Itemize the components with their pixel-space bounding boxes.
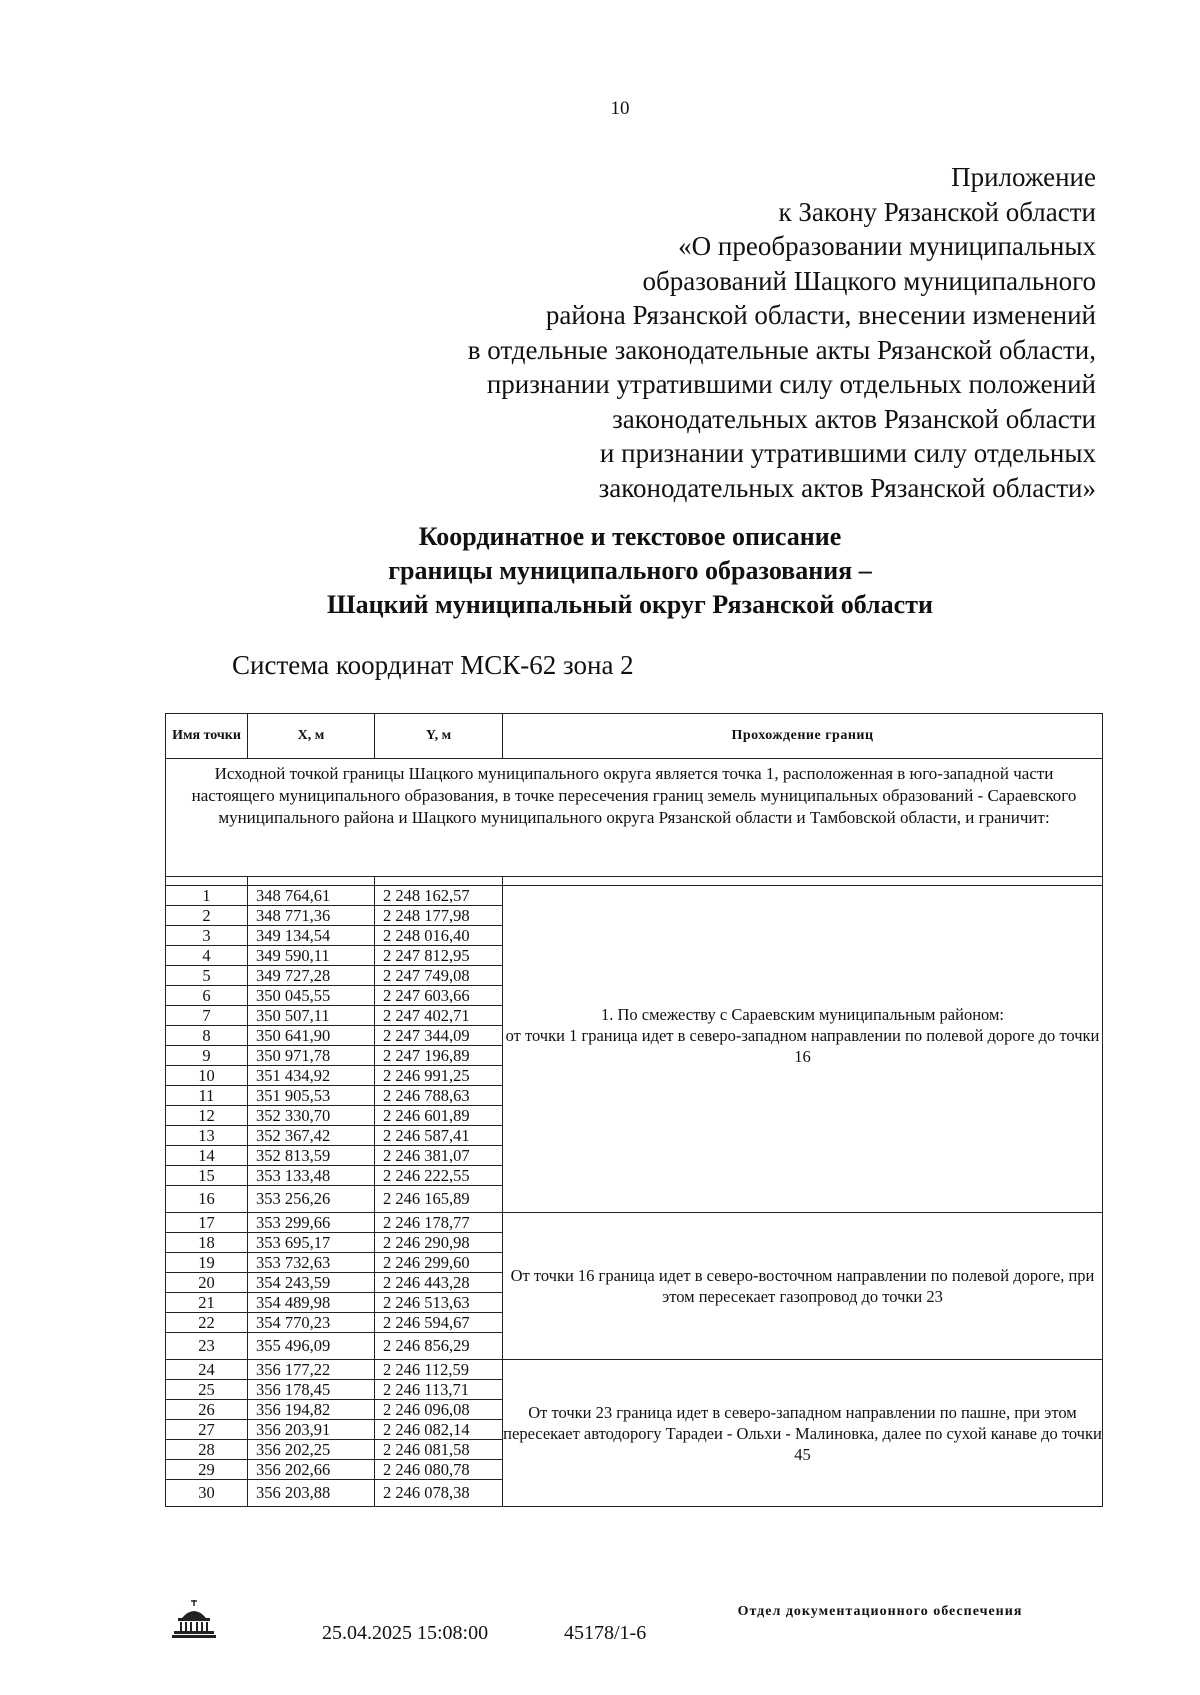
point-x: 356 177,22: [248, 1360, 375, 1380]
point-number: 22: [166, 1313, 248, 1333]
point-y: 2 246 080,78: [375, 1460, 503, 1480]
point-x: 350 045,55: [248, 986, 375, 1006]
point-number: 13: [166, 1126, 248, 1146]
header-point-name: Имя точки: [166, 714, 248, 759]
point-x: 352 813,59: [248, 1146, 375, 1166]
point-number: 1: [166, 886, 248, 906]
point-number: 19: [166, 1253, 248, 1273]
header-x: X, м: [248, 714, 375, 759]
point-y: 2 247 812,95: [375, 946, 503, 966]
point-y: 2 248 177,98: [375, 906, 503, 926]
point-y: 2 246 290,98: [375, 1233, 503, 1253]
point-number: 23: [166, 1333, 248, 1360]
point-number: 25: [166, 1380, 248, 1400]
duma-building-logo-icon: [170, 1598, 218, 1640]
point-x: 350 971,78: [248, 1046, 375, 1066]
table-header-row: [166, 714, 1103, 759]
point-x: 356 203,88: [248, 1480, 375, 1507]
table-intro-row: [166, 759, 1103, 877]
point-x: 350 507,11: [248, 1006, 375, 1026]
point-y: 2 247 344,09: [375, 1026, 503, 1046]
table-row: [166, 1360, 1103, 1380]
coordinates-table: [165, 713, 1103, 1507]
point-x: 356 203,91: [248, 1420, 375, 1440]
header-y: Y, м: [375, 714, 503, 759]
title-line: границы муниципального образования –: [388, 556, 872, 585]
point-x: 352 330,70: [248, 1106, 375, 1126]
point-y: 2 246 587,41: [375, 1126, 503, 1146]
point-y: 2 246 594,67: [375, 1313, 503, 1333]
point-number: 27: [166, 1420, 248, 1440]
point-x: 353 732,63: [248, 1253, 375, 1273]
point-number: 21: [166, 1293, 248, 1313]
boundary-description-text: от точки 1 граница идет в северо-западном направлении по полевой дороге до точки 16: [505, 1026, 1100, 1066]
point-number: 26: [166, 1400, 248, 1420]
point-y: 2 248 016,40: [375, 926, 503, 946]
point-y: 2 246 443,28: [375, 1273, 503, 1293]
point-y: 2 246 178,77: [375, 1213, 503, 1233]
title-line: Шацкий муниципальный округ Рязанской области: [327, 590, 933, 619]
point-number: 28: [166, 1440, 248, 1460]
point-y: 2 246 082,14: [375, 1420, 503, 1440]
point-y: 2 247 603,66: [375, 986, 503, 1006]
point-x: 349 134,54: [248, 926, 375, 946]
point-x: 356 202,66: [248, 1460, 375, 1480]
appendix-line: в отдельные законодательные акты Рязанской области,: [467, 334, 1096, 365]
point-y: 2 246 856,29: [375, 1333, 503, 1360]
point-number: 29: [166, 1460, 248, 1480]
footer-document-code: 45178/1-6: [564, 1622, 647, 1644]
point-number: 6: [166, 986, 248, 1006]
appendix-line: признании утратившими силу отдельных положений: [486, 369, 1096, 399]
point-x: 353 299,66: [248, 1213, 375, 1233]
point-number: 30: [166, 1480, 248, 1507]
appendix-line: «О преобразовании муниципальных: [678, 231, 1096, 261]
point-y: 2 246 788,63: [375, 1086, 503, 1106]
point-y: 2 247 196,89: [375, 1046, 503, 1066]
point-y: 2 246 991,25: [375, 1066, 503, 1086]
point-number: 10: [166, 1066, 248, 1086]
point-y: 2 246 165,89: [375, 1186, 503, 1213]
point-number: 14: [166, 1146, 248, 1166]
point-number: 4: [166, 946, 248, 966]
point-x: 350 641,90: [248, 1026, 375, 1046]
title-line: Координатное и текстовое описание: [418, 522, 842, 551]
point-y: 2 246 601,89: [375, 1106, 503, 1126]
point-y: 2 247 402,71: [375, 1006, 503, 1026]
point-y: 2 246 081,58: [375, 1440, 503, 1460]
point-number: 5: [166, 966, 248, 986]
point-y: 2 246 112,59: [375, 1360, 503, 1380]
appendix-line: Приложение: [951, 162, 1096, 192]
point-x: 354 489,98: [248, 1293, 375, 1313]
appendix-line: к Закону Рязанской области: [778, 196, 1096, 227]
footer-department: Отдел документационного обеспечения: [737, 1604, 1023, 1619]
point-y: 2 246 096,08: [375, 1400, 503, 1420]
point-number: 12: [166, 1106, 248, 1126]
point-x: 356 178,45: [248, 1380, 375, 1400]
coordinate-system-label: Система координат МСК-62 зона 2: [232, 650, 634, 680]
point-number: 8: [166, 1026, 248, 1046]
point-y: 2 247 749,08: [375, 966, 503, 986]
appendix-line: района Рязанской области, внесении изменений: [545, 300, 1096, 330]
footer-datetime: 25.04.2025 15:08:00: [322, 1622, 489, 1644]
appendix-line: законодательных актов Рязанской области»: [598, 472, 1096, 503]
page-number: 10: [610, 98, 630, 119]
point-y: 2 246 222,55: [375, 1166, 503, 1186]
point-y: 2 246 513,63: [375, 1293, 503, 1313]
boundary-description: [503, 1213, 1103, 1360]
point-x: 352 367,42: [248, 1126, 375, 1146]
point-number: 2: [166, 906, 248, 926]
appendix-line: законодательных актов Рязанской области: [612, 403, 1096, 434]
point-number: 3: [166, 926, 248, 946]
boundary-description-text: От точки 23 граница идет в северо-западном направлении по пашне, при этом пересекает автодорогу Тарадеи - Ольхи - Малиновка, далее по сухой канаве до точки 45: [503, 1402, 1102, 1464]
appendix-header: [336, 160, 1096, 505]
boundary-description: [503, 1360, 1103, 1507]
point-x: 349 727,28: [248, 966, 375, 986]
point-x: 354 770,23: [248, 1313, 375, 1333]
document-title: [170, 520, 1090, 622]
point-number: 16: [166, 1186, 248, 1213]
table-row: [166, 886, 1103, 906]
point-x: 353 256,26: [248, 1186, 375, 1213]
point-number: 9: [166, 1046, 248, 1066]
point-y: 2 246 381,07: [375, 1146, 503, 1166]
appendix-line: и признании утратившими силу отдельных: [599, 438, 1096, 468]
point-number: 15: [166, 1166, 248, 1186]
point-x: 356 194,82: [248, 1400, 375, 1420]
point-x: 353 133,48: [248, 1166, 375, 1186]
point-x: 356 202,25: [248, 1440, 375, 1460]
point-x: 351 905,53: [248, 1086, 375, 1106]
boundary-description: [503, 886, 1103, 1213]
point-y: 2 248 162,57: [375, 886, 503, 906]
point-y: 2 246 113,71: [375, 1380, 503, 1400]
point-y: 2 246 299,60: [375, 1253, 503, 1273]
point-y: 2 246 078,38: [375, 1480, 503, 1507]
header-description: Прохождение границ: [503, 714, 1103, 759]
point-x: 353 695,17: [248, 1233, 375, 1253]
spacer-row: [166, 877, 1103, 886]
point-number: 18: [166, 1233, 248, 1253]
boundary-description-text: От точки 16 граница идет в северо-восточном направлении по полевой дороге, при этом пересекает газопровод до точки 23: [510, 1266, 1095, 1306]
appendix-line: образований Шацкого муниципального: [642, 265, 1096, 296]
point-x: 355 496,09: [248, 1333, 375, 1360]
point-number: 17: [166, 1213, 248, 1233]
intro-text: Исходной точкой границы Шацкого муниципального округа является точка 1, расположенная в юго-западной части настоящего муниципального образования, в точке пересечения границ земель муниципальных образований - Сараевского муниципального района и Шацкого муниципального округа Рязанской области и Тамбовской области, и граничит:: [166, 759, 1103, 877]
point-x: 351 434,92: [248, 1066, 375, 1086]
point-x: 348 764,61: [248, 886, 375, 906]
point-x: 348 771,36: [248, 906, 375, 926]
point-x: 354 243,59: [248, 1273, 375, 1293]
point-number: 24: [166, 1360, 248, 1380]
point-x: 349 590,11: [248, 946, 375, 966]
point-number: 7: [166, 1006, 248, 1026]
table-row: [166, 1213, 1103, 1233]
boundary-description-title: 1. По смежеству с Сараевским муниципальным районом:: [600, 1005, 1005, 1024]
point-number: 11: [166, 1086, 248, 1106]
point-number: 20: [166, 1273, 248, 1293]
